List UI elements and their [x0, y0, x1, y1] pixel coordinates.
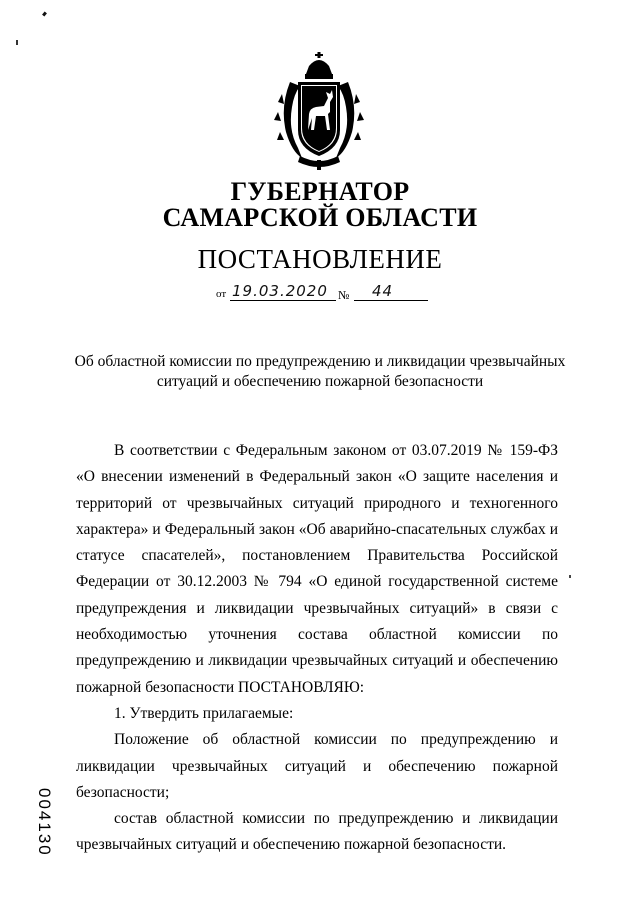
document-type-title: ПОСТАНОВЛЕНИЕ [197, 244, 443, 274]
scan-speck [16, 40, 18, 45]
header-title-region: САМАРСКОЙ ОБЛАСТИ [162, 203, 478, 232]
composition-paragraph: состав областной комиссии по предупреждению и ликвидации чрезвычайных ситуаций и обеспечению пожарной безопасности. [76, 810, 558, 854]
date-prefix-label: от [216, 288, 227, 300]
header-title-governor: ГУБЕРНАТОР [230, 177, 410, 206]
regulation-paragraph: Положение об областной комиссии по предупреждению и ликвидации чрезвычайных ситуаций и обеспечению пожарной безопасности; [76, 731, 558, 801]
decree-body [76, 438, 558, 859]
number-underline [354, 300, 428, 301]
item-1-paragraph: 1. Утвердить прилагаемые: [114, 704, 294, 722]
preamble-paragraph: В соответствии с Федеральным законом от 03.07.2019 № 159-ФЗ «О внесении изменений в Федеральный закон «О защите населения и территорий от чрезвычайных ситуаций природного и техногенного характера» и Федеральный закон «Об аварийно-спасательных службах и статусе спасателей», постановлением Правительства Российской Федерации от 30.12.2003 № 794 «О единой государственной системе предупреждения и ликвидации чрезвычайных ситуаций» в связи с необходимостью уточнения состава областной комиссии по предупреждению и ликвидации чрезвычайных ситуаций и обеспечению пожарной безопасности ПОСТАНОВЛЯЮ: [76, 442, 558, 696]
date-underline [230, 300, 336, 301]
handwritten-number: 44 [372, 282, 394, 300]
coat-of-arms-emblem [272, 52, 366, 170]
handwritten-date: 19.03.2020 [232, 282, 328, 300]
scan-speck [42, 12, 47, 17]
number-sign-label: № [338, 288, 350, 302]
decree-subject: Об областной комиссии по предупреждению и ликвидации чрезвычайных ситуаций и обеспечению пожарной безопасности [74, 353, 566, 390]
date-number-line [0, 281, 640, 303]
registration-stamp-number: 004130 [35, 788, 54, 857]
scan-speck [569, 575, 571, 578]
